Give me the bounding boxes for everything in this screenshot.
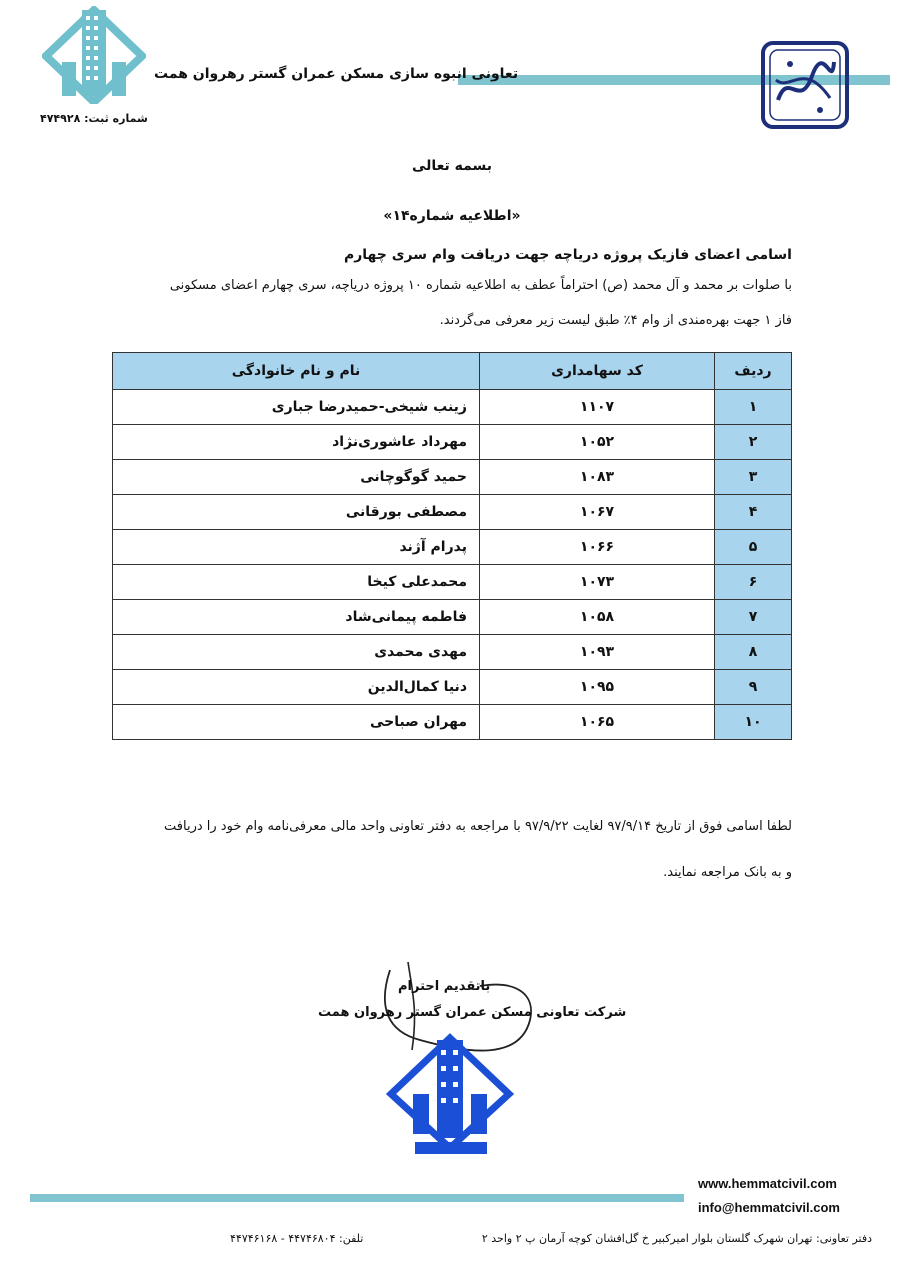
share-code-cell: ۱۰۶۵ (480, 705, 715, 740)
row-number-cell: ۵ (715, 530, 792, 565)
table-row (113, 635, 792, 670)
table-row (113, 460, 792, 495)
full-name-cell: پدرام آژند (113, 530, 480, 565)
row-number-cell: ۷ (715, 600, 792, 635)
share-code-cell: ۱۰۵۸ (480, 600, 715, 635)
header-full-name: نام و نام خانوادگی (113, 353, 480, 390)
row-number-cell: ۲ (715, 425, 792, 460)
table-row (113, 670, 792, 705)
website-link[interactable]: www.hemmatcivil.com (698, 1176, 837, 1191)
full-name-cell: حمید گوگوچانی (113, 460, 480, 495)
full-name-cell: محمدعلی کیخا (113, 565, 480, 600)
organization-name: تعاونی انبوه سازی مسکن عمران گستر رهروان همت (154, 66, 519, 82)
row-number-cell: ۹ (715, 670, 792, 705)
basmala-heading: بسمه تعالی (411, 158, 493, 174)
footer-accent-bar (30, 1194, 684, 1202)
table-header-row (113, 353, 792, 390)
share-code-cell: ۱۰۷۳ (480, 565, 715, 600)
share-code-cell: ۱۰۵۲ (480, 425, 715, 460)
row-number-cell: ۳ (715, 460, 792, 495)
members-table (112, 352, 792, 740)
company-stamp-icon (385, 1032, 515, 1160)
table-row (113, 530, 792, 565)
share-code-cell: ۱۰۹۵ (480, 670, 715, 705)
table-row (113, 705, 792, 740)
building-logo-icon (42, 6, 146, 104)
email-link[interactable]: info@hemmatcivil.com (698, 1200, 840, 1215)
share-code-cell: ۱۰۹۳ (480, 635, 715, 670)
row-number-cell: ۸ (715, 635, 792, 670)
share-code-cell: ۱۰۶۶ (480, 530, 715, 565)
row-number-cell: ۴ (715, 495, 792, 530)
table-row (113, 600, 792, 635)
full-name-cell: فاطمه پیمانی‌شاد (113, 600, 480, 635)
share-code-cell: ۱۰۸۳ (480, 460, 715, 495)
table-row (113, 495, 792, 530)
row-number-cell: ۶ (715, 565, 792, 600)
notice-title: «اطلاعیه شماره۱۴» (383, 208, 521, 224)
row-number-cell: ۱ (715, 390, 792, 425)
office-address: دفتر تعاونی: تهران شهرک گلستان بلوار امیرکبیر خ گل‌افشان کوچه آرمان پ ۲ واحد ۲ (481, 1232, 872, 1245)
closing-company: شرکت تعاونی مسکن عمران گستر رهروان همت (318, 1005, 627, 1020)
header-share-code: کد سهامداری (480, 353, 715, 390)
table-row (113, 565, 792, 600)
intro-line-2: فاز ۱ جهت بهره‌مندی از وام ۴٪ طبق لیست زیر معرفی می‌گردند. (439, 313, 792, 328)
share-code-cell: ۱۰۶۷ (480, 495, 715, 530)
instruction-line-1: لطفا اسامی فوق از تاریخ ۹۷/۹/۱۴ لغایت ۹۷/۹/۲۲ با مراجعه به دفتر تعاونی واحد مالی معرفی‌نامه وام خود را دریافت (164, 819, 792, 834)
share-code-cell: ۱۱۰۷ (480, 390, 715, 425)
registration-number: شماره ثبت: ۴۷۴۹۲۸ (40, 112, 148, 125)
closing-regards: باتقدیم احترام (398, 979, 491, 994)
instruction-line-2: و به بانک مراجعه نمایند. (663, 865, 792, 880)
full-name-cell: زینب شیخی-حمیدرضا جباری (113, 390, 480, 425)
full-name-cell: مصطفی بورقانی (113, 495, 480, 530)
intro-line-1: با صلوات بر محمد و آل محمد (ص) احتراماً عطف به اطلاعیه شماره ۱۰ پروژه دریاچه، سری چهارم اعضای مسکونی (169, 278, 792, 293)
header-row-number: ردیف (715, 353, 792, 390)
table-row (113, 390, 792, 425)
notice-subject: اسامی اعضای فازیک پروژه دریاچه جهت دریافت وام سری چهارم (343, 247, 792, 263)
calligraphy-seal-icon (760, 40, 850, 130)
row-number-cell: ۱۰ (715, 705, 792, 740)
full-name-cell: مهران صباحی (113, 705, 480, 740)
full-name-cell: مهرداد عاشوری‌نژاد (113, 425, 480, 460)
phone-numbers: تلفن: ۴۴۷۴۶۸۰۴ - ۴۴۷۴۶۱۶۸ (230, 1232, 364, 1245)
table-row (113, 425, 792, 460)
full-name-cell: مهدی محمدی (113, 635, 480, 670)
full-name-cell: دنیا کمال‌الدین (113, 670, 480, 705)
